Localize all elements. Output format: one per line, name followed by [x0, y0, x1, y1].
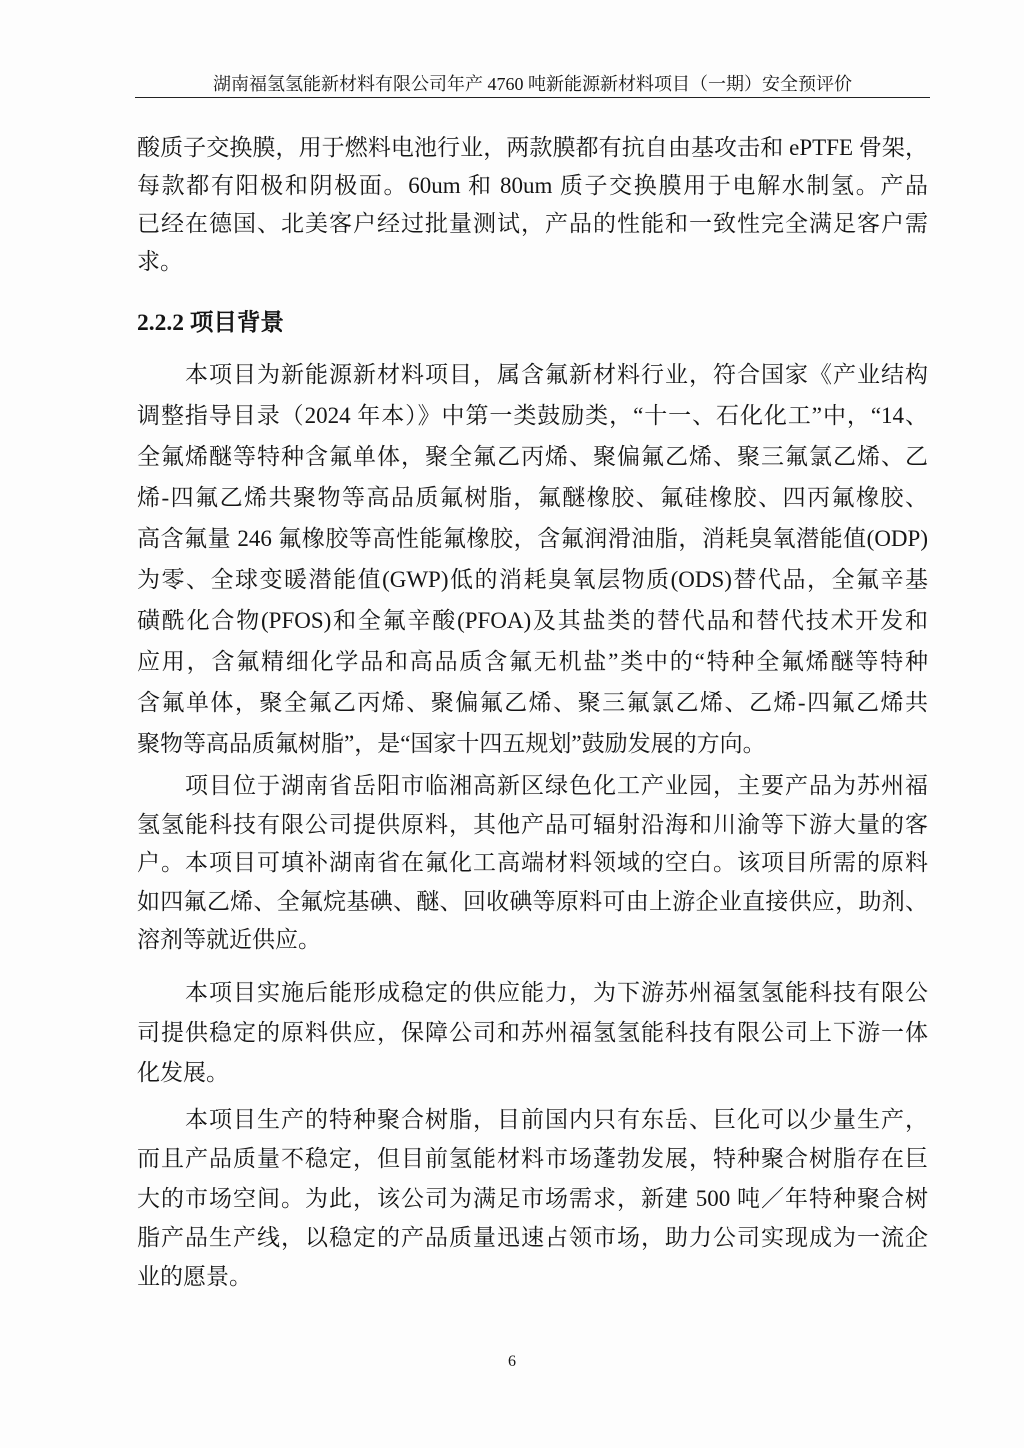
text-line: 户。本项目可填补湖南省在氟化工高端材料领域的空白。该项目所需的原料	[137, 850, 928, 875]
paragraph	[137, 129, 928, 281]
text-line: 大的市场空间。为此，该公司为满足市场需求，新建 500 吨／年特种聚合树	[137, 1185, 928, 1211]
text-line: 如四氟乙烯、全氟烷基碘、醚、回收碘等原料可由上游企业直接供应，助剂、	[137, 888, 928, 914]
text-line: 本项目实施后能形成稳定的供应能力，为下游苏州福氢氢能科技有限公	[185, 980, 928, 1005]
text-line: 聚物等高品质氟树脂”，是“国家十四五规划”鼓励发展的方向。	[137, 731, 766, 756]
text-line: 已经在德国、北美客户经过批量测试，产品的性能和一致性完全满足客户需	[137, 211, 928, 236]
header-rule	[135, 97, 930, 98]
text-line: 全氟烯醚等特种含氟单体，聚全氟乙丙烯、聚偏氟乙烯、聚三氟氯乙烯、乙	[137, 444, 928, 469]
text-line: 本项目为新能源新材料项目，属含氟新材料行业，符合国家《产业结构	[185, 362, 928, 387]
text-line: 司提供稳定的原料供应，保障公司和苏州福氢氢能科技有限公司上下游一体	[137, 1020, 928, 1045]
page-number: 6	[508, 1353, 516, 1370]
text-line: 求。	[137, 249, 183, 274]
text-line: 烯-四氟乙烯共聚物等高品质氟树脂，氟醚橡胶、氟硅橡胶、四丙氟橡胶、	[137, 485, 928, 510]
paragraph	[137, 1100, 928, 1296]
text-line: 项目位于湖南省岳阳市临湘高新区绿色化工产业园，主要产品为苏州福	[185, 773, 928, 798]
text-line: 调整指导目录（2024 年本）》中第一类鼓励类，“十一、石化化工”中，“14、	[137, 403, 928, 428]
text-line: 磺酰化合物(PFOS)和全氟辛酸(PFOA)及其盐类的替代品和替代技术开发和	[137, 608, 928, 633]
text-line: 每款都有阳极和阴极面。60um 和 80um 质子交换膜用于电解水制氢。产品	[137, 173, 928, 198]
section-heading: 2.2.2 项目背景	[137, 310, 284, 336]
text-line: 氢氢能科技有限公司提供原料，其他产品可辐射沿海和川渝等下游大量的客	[137, 811, 928, 837]
running-header: 湖南福氢氢能新材料有限公司年产 4760 吨新能源新材料项目（一期）安全预评价	[213, 74, 852, 94]
paragraph	[137, 354, 928, 764]
paragraph	[137, 973, 928, 1093]
text-line: 高含氟量 246 氟橡胶等高性能氟橡胶，含氟润滑油脂，消耗臭氧潜能值(ODP)	[137, 526, 928, 551]
text-line: 本项目生产的特种聚合树脂，目前国内只有东岳、巨化可以少量生产，	[185, 1107, 928, 1132]
text-line: 应用，含氟精细化学品和高品质含氟无机盐”类中的“特种全氟烯醚等特种	[137, 649, 928, 674]
text-line: 化发展。	[137, 1060, 229, 1085]
text-line: 为零、全球变暖潜能值(GWP)低的消耗臭氧层物质(ODS)替代品，全氟辛基	[137, 567, 928, 592]
text-line: 酸质子交换膜，用于燃料电池行业，两款膜都有抗自由基攻击和 ePTFE 骨架，	[137, 135, 928, 160]
text-line: 含氟单体，聚全氟乙丙烯、聚偏氟乙烯、聚三氟氯乙烯、乙烯-四氟乙烯共	[137, 690, 928, 715]
paragraph	[137, 767, 928, 960]
text-line: 而且产品质量不稳定，但目前氢能材料市场蓬勃发展，特种聚合树脂存在巨	[137, 1146, 928, 1172]
text-line: 溶剂等就近供应。	[137, 927, 321, 952]
text-line: 业的愿景。	[137, 1264, 252, 1289]
text-line: 脂产品生产线，以稳定的产品质量迅速占领市场，助力公司实现成为一流企	[137, 1224, 928, 1250]
